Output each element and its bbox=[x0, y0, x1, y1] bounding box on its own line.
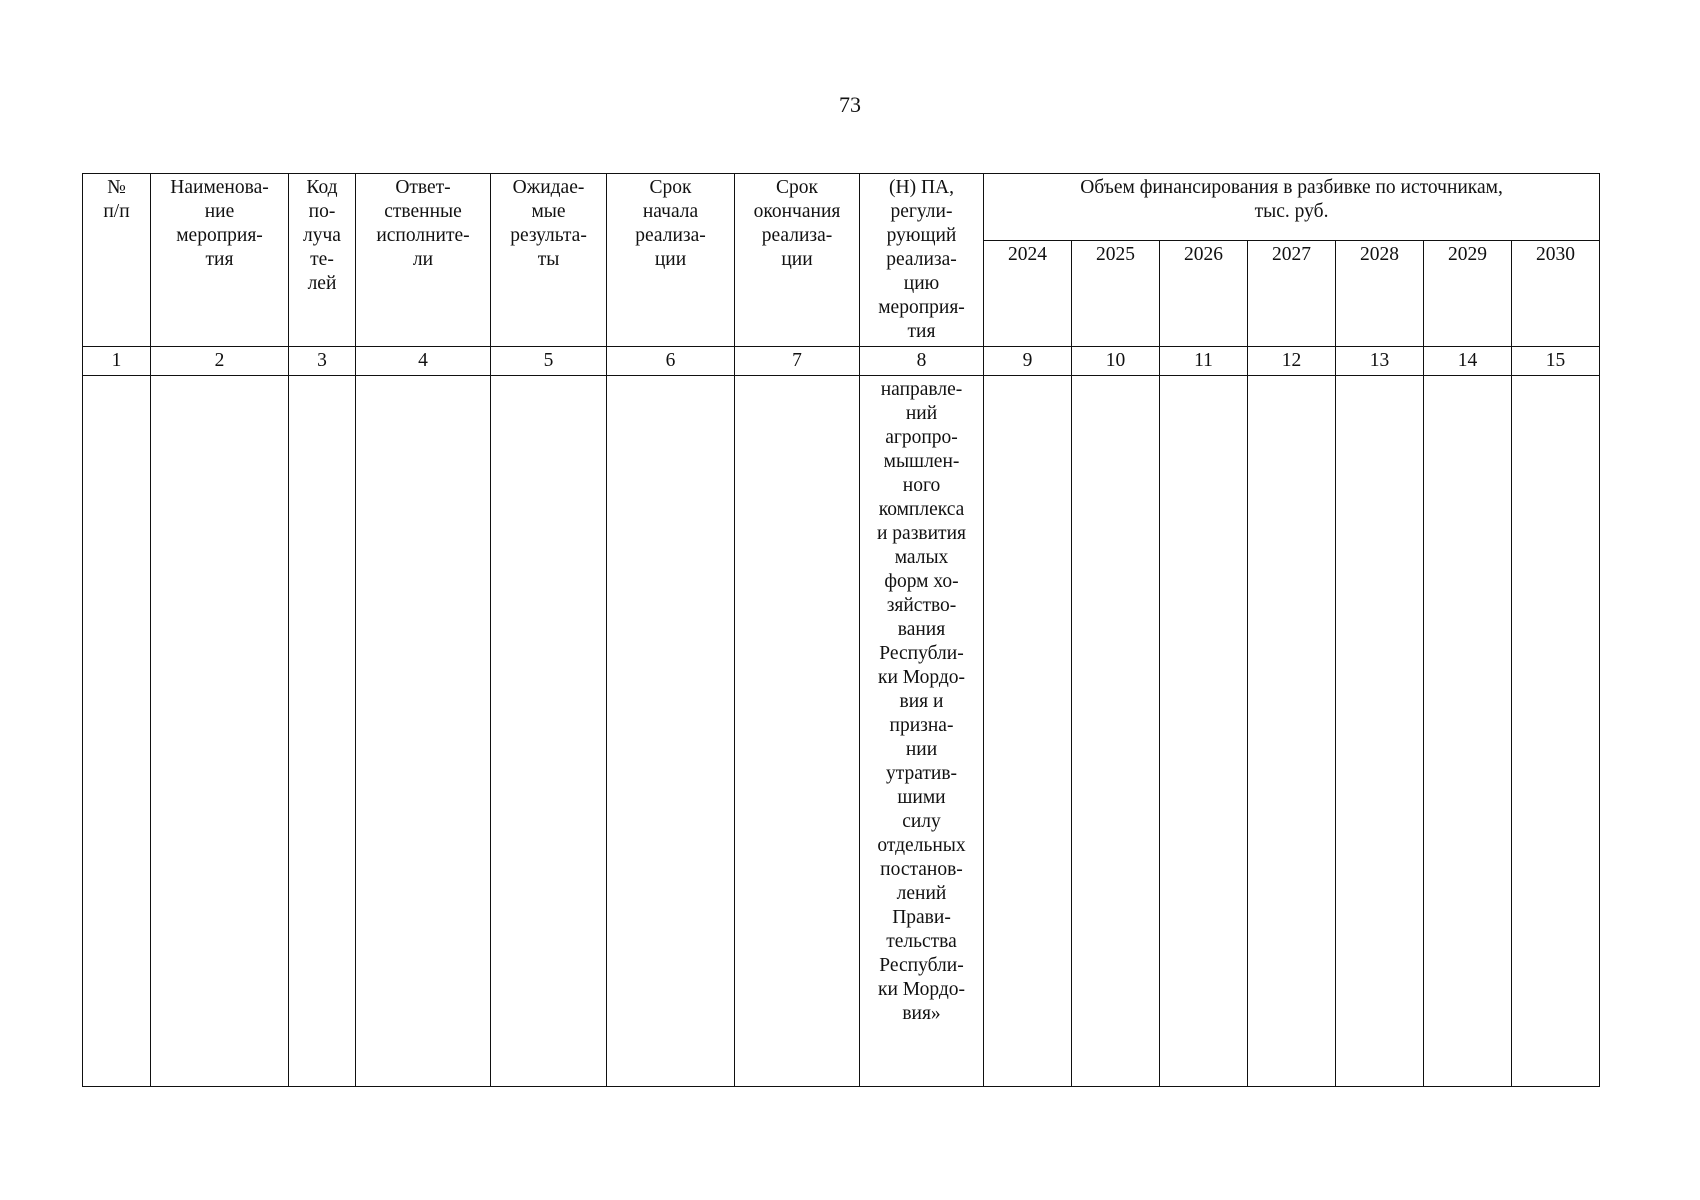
header-responsible: Ответ- ственные исполните- ли bbox=[356, 174, 491, 347]
cell-2025 bbox=[1072, 376, 1160, 1087]
year-2024: 2024 bbox=[984, 241, 1072, 347]
cell-2028 bbox=[1336, 376, 1424, 1087]
column-number: 3 bbox=[289, 347, 356, 376]
column-number: 1 bbox=[83, 347, 151, 376]
year-2029: 2029 bbox=[1424, 241, 1512, 347]
cell-responsible bbox=[356, 376, 491, 1087]
cell-start-date bbox=[607, 376, 735, 1087]
header-financing: Объем финансирования в разбивке по источникам, тыс. руб. bbox=[984, 174, 1600, 241]
page-number: 73 bbox=[839, 92, 861, 117]
column-number: 13 bbox=[1336, 347, 1424, 376]
year-2025: 2025 bbox=[1072, 241, 1160, 347]
column-number: 12 bbox=[1248, 347, 1336, 376]
column-number: 2 bbox=[151, 347, 289, 376]
column-number: 8 bbox=[860, 347, 984, 376]
column-number: 4 bbox=[356, 347, 491, 376]
cell-end-date bbox=[735, 376, 860, 1087]
financing-table bbox=[82, 173, 1600, 1087]
cell-event-name bbox=[151, 376, 289, 1087]
table-row bbox=[83, 376, 1600, 1087]
cell-2024 bbox=[984, 376, 1072, 1087]
header-start-date: Срок начала реализа- ции bbox=[607, 174, 735, 347]
cell-expected-results bbox=[491, 376, 607, 1087]
header-end-date: Срок окончания реализа- ции bbox=[735, 174, 860, 347]
cell-legal-act: направле- ний агропро- мышлен- ного комплекса и развития малых форм хо- зяйство- вания Республи- ки Мордо- вия и призна- нии утратив- шими силу отдельных постанов- лений Прави- тельства Республи- ки Мордо- вия» bbox=[860, 376, 984, 1087]
year-2027: 2027 bbox=[1248, 241, 1336, 347]
cell-2027 bbox=[1248, 376, 1336, 1087]
cell-number bbox=[83, 376, 151, 1087]
column-number: 11 bbox=[1160, 347, 1248, 376]
cell-recipient-code bbox=[289, 376, 356, 1087]
header-recipient-code: Код по- луча те- лей bbox=[289, 174, 356, 347]
column-number: 14 bbox=[1424, 347, 1512, 376]
column-number: 10 bbox=[1072, 347, 1160, 376]
header-row-1 bbox=[83, 174, 1600, 241]
header-number: № п/п bbox=[83, 174, 151, 347]
column-number: 6 bbox=[607, 347, 735, 376]
cell-2029 bbox=[1424, 376, 1512, 1087]
header-expected-results: Ожидае- мые результа- ты bbox=[491, 174, 607, 347]
column-number: 15 bbox=[1512, 347, 1600, 376]
column-number: 5 bbox=[491, 347, 607, 376]
column-number: 9 bbox=[984, 347, 1072, 376]
year-2026: 2026 bbox=[1160, 241, 1248, 347]
cell-2030 bbox=[1512, 376, 1600, 1087]
year-2030: 2030 bbox=[1512, 241, 1600, 347]
header-event-name: Наименова- ние мероприя- тия bbox=[151, 174, 289, 347]
year-2028: 2028 bbox=[1336, 241, 1424, 347]
cell-2026 bbox=[1160, 376, 1248, 1087]
column-number: 7 bbox=[735, 347, 860, 376]
header-legal-act: (Н) ПА, регули- рующий реализа- цию мероприя- тия bbox=[860, 174, 984, 347]
column-number-row bbox=[83, 347, 1600, 376]
